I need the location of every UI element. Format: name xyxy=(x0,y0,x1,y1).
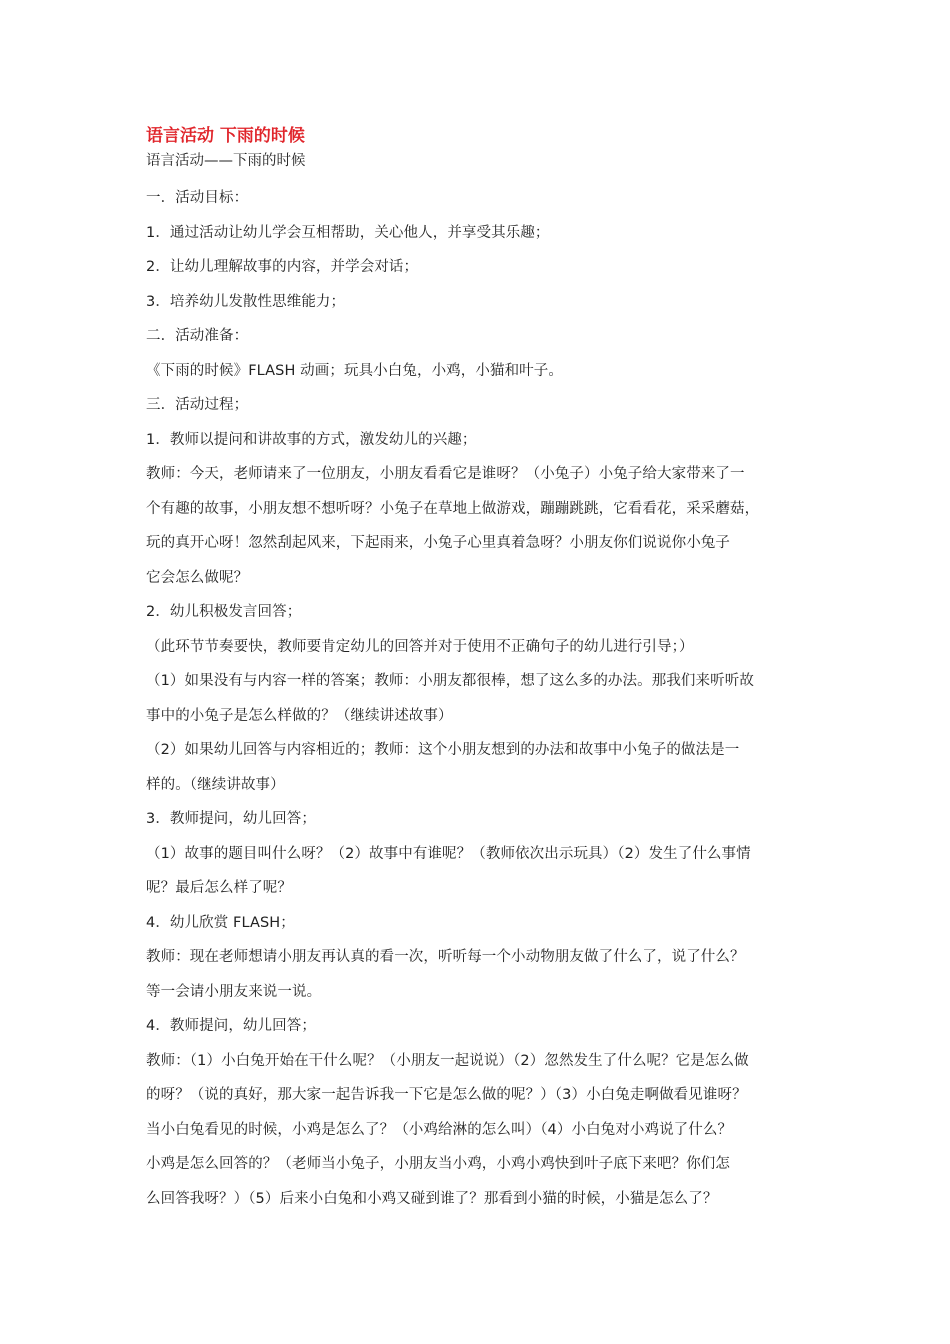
section-heading-process: 三．活动过程； xyxy=(146,397,249,413)
paragraph-line: 等一会请小朋友来说一说。 xyxy=(146,983,322,1000)
process-step-1: 1．教师以提问和讲故事的方式，激发幼儿的兴趣； xyxy=(146,431,477,448)
section-heading-preparation: 二．活动准备： xyxy=(146,328,249,344)
paragraph-line: 呢？最后怎么样了呢？ xyxy=(146,880,292,896)
process-step-4: 4．幼儿欣赏 FLASH； xyxy=(146,914,295,931)
preparation-text: 《下雨的时候》FLASH 动画；玩具小白兔，小鸡，小猫和叶子。 xyxy=(146,362,563,379)
goal-item-1: 1．通过活动让幼儿学会互相帮助，关心他人，并享受其乐趣； xyxy=(146,224,550,241)
document-title: 语言活动 下雨的时候 xyxy=(146,126,305,146)
paragraph-line: （2）如果幼儿回答与内容相近的；教师：这个小朋友想到的办法和故事中小兔子的做法是一 xyxy=(146,742,740,758)
paragraph-line: 的呀？（说的真好，那大家一起告诉我一下它是怎么做的呢？）（3）小白兔走啊做看见谁呀？ xyxy=(146,1087,747,1103)
paragraph-line: 么回答我呀？）（5）后来小白兔和小鸡又碰到谁了？那看到小猫的时候，小猫是怎么了？ xyxy=(146,1190,718,1207)
paragraph-line: 个有趣的故事，小朋友想不想听呀？小兔子在草地上做游戏，蹦蹦跳跳，它看看花，采采蘑菇， xyxy=(146,500,760,517)
paragraph-line: 当小白兔看见的时候，小鸡是怎么了？（小鸡给淋的怎么叫）（4）小白兔对小鸡说了什么？ xyxy=(146,1121,733,1138)
paragraph-line: 教师：（1）小白兔开始在干什么呢？（小朋友一起说说）（2）忽然发生了什么呢？它是怎么做 xyxy=(146,1052,749,1069)
paragraph-line: （1）如果没有与内容一样的答案；教师：小朋友都很棒，想了这么多的办法。那我们来听听故 xyxy=(146,673,754,689)
process-step-2: 2．幼儿积极发言回答； xyxy=(146,604,302,620)
document-body xyxy=(146,183,826,1218)
paragraph-line: 教师：现在老师想请小朋友再认真的看一次，听听每一个小动物朋友做了什么了，说了什么？ xyxy=(146,949,745,965)
paragraph-line: （1）故事的题目叫什么呀？（2）故事中有谁呢？（教师依次出示玩具）（2）发生了什么事情 xyxy=(146,845,751,862)
paragraph-line: 样的。（继续讲故事） xyxy=(146,776,285,793)
section-heading-goals: 一．活动目标： xyxy=(146,190,249,206)
paragraph-line: 教师：今天，老师请来了一位朋友，小朋友看看它是谁呀？（小兔子）小兔子给大家带来了一 xyxy=(146,466,745,482)
paragraph-line: 玩的真开心呀！忽然刮起风来，下起雨来，小兔子心里真着急呀？小朋友你们说说你小兔子 xyxy=(146,535,730,551)
goal-item-2: 2．让幼儿理解故事的内容，并学会对话； xyxy=(146,259,419,275)
process-step-3: 3．教师提问，幼儿回答； xyxy=(146,811,316,827)
paragraph-line: 小鸡是怎么回答的？（老师当小兔子，小朋友当小鸡，小鸡小鸡快到叶子底下来吧？你们怎 xyxy=(146,1156,730,1172)
goal-item-3: 3．培养幼儿发散性思维能力； xyxy=(146,293,346,310)
process-step-4b: 4．教师提问，幼儿回答； xyxy=(146,1018,316,1034)
paragraph-line: （此环节节奏要快，教师要肯定幼儿的回答并对于使用不正确句子的幼儿进行引导；） xyxy=(146,638,694,655)
paragraph-line: 事中的小兔子是怎么样做的？（继续讲述故事） xyxy=(146,707,453,724)
paragraph-line: 它会怎么做呢？ xyxy=(146,569,249,586)
document-subtitle: 语言活动——下雨的时候 xyxy=(146,153,306,169)
